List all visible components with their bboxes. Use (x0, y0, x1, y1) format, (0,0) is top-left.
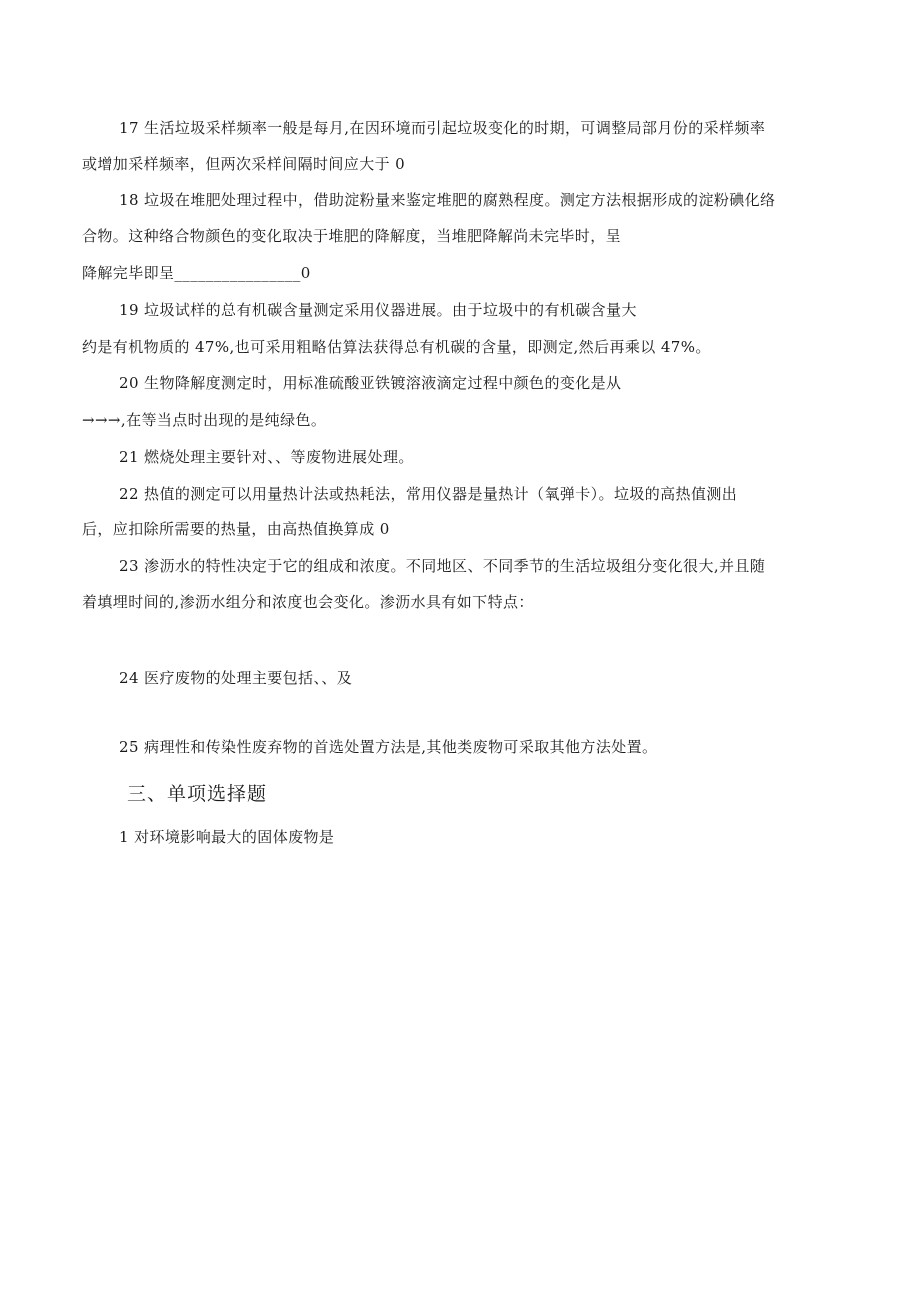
q23-line-1: 23 渗沥水的特性决定于它的组成和浓度。不同地区、不同季节的生活垃圾组分变化很大,并且随 (119, 557, 766, 575)
section-heading-single-choice: 三、单项选择题 (127, 783, 268, 805)
mc-question-1: 1 对环境影响最大的固体废物是 (119, 828, 335, 846)
q18-line-2: 合物。这种络合物颜色的变化取决于堆肥的降解度，当堆肥降解尚未完毕时，呈 (82, 227, 622, 245)
q20-line-2: →→→,在等当点时出现的是纯绿色。 (82, 411, 327, 429)
q19-line-1: 19 垃圾试样的总有机碳含量测定采用仪器进展。由于垃圾中的有机碳含量大 (119, 301, 637, 319)
q21-line-1: 21 燃烧处理主要针对、、等废物进展处理。 (119, 448, 414, 466)
q19-line-2: 约是有机物质的 47%,也可采用粗略估算法获得总有机碳的含量，即测定,然后再乘以 47%。 (82, 338, 711, 356)
q23-line-2: 着填埋时间的,渗沥水组分和浓度也会变化。渗沥水具有如下特点： (82, 593, 534, 611)
q20-line-1: 20 生物降解度测定时，用标准硫酸亚铁镀溶液滴定过程中颜色的变化是从 (119, 374, 622, 392)
q17-line-1: 17 生活垃圾采样频率一般是每月,在因环境而引起垃圾变化的时期，可调整局部月份的采样频率 (119, 119, 766, 137)
q18-line-3: 降解完毕即呈________________0 (82, 264, 311, 282)
q24-line-1: 24 医疗废物的处理主要包括、、及 (119, 669, 353, 687)
q18-line-1: 18 垃圾在堆肥处理过程中，借助淀粉量来鉴定堆肥的腐熟程度。测定方法根据形成的淀粉碘化络 (119, 191, 776, 209)
q22-line-2: 后，应扣除所需要的热量，由高热值换算成 0 (82, 520, 390, 538)
q22-line-1: 22 热值的测定可以用量热计法或热耗法，常用仪器是量热计（氧弹卡）。垃圾的高热值测出 (119, 485, 738, 503)
q17-line-2: 或增加采样频率，但两次采样间隔时间应大于 0 (82, 155, 406, 173)
q25-line-1: 25 病理性和传染性废弃物的首选处置方法是,其他类废物可采取其他方法处置。 (119, 738, 658, 756)
